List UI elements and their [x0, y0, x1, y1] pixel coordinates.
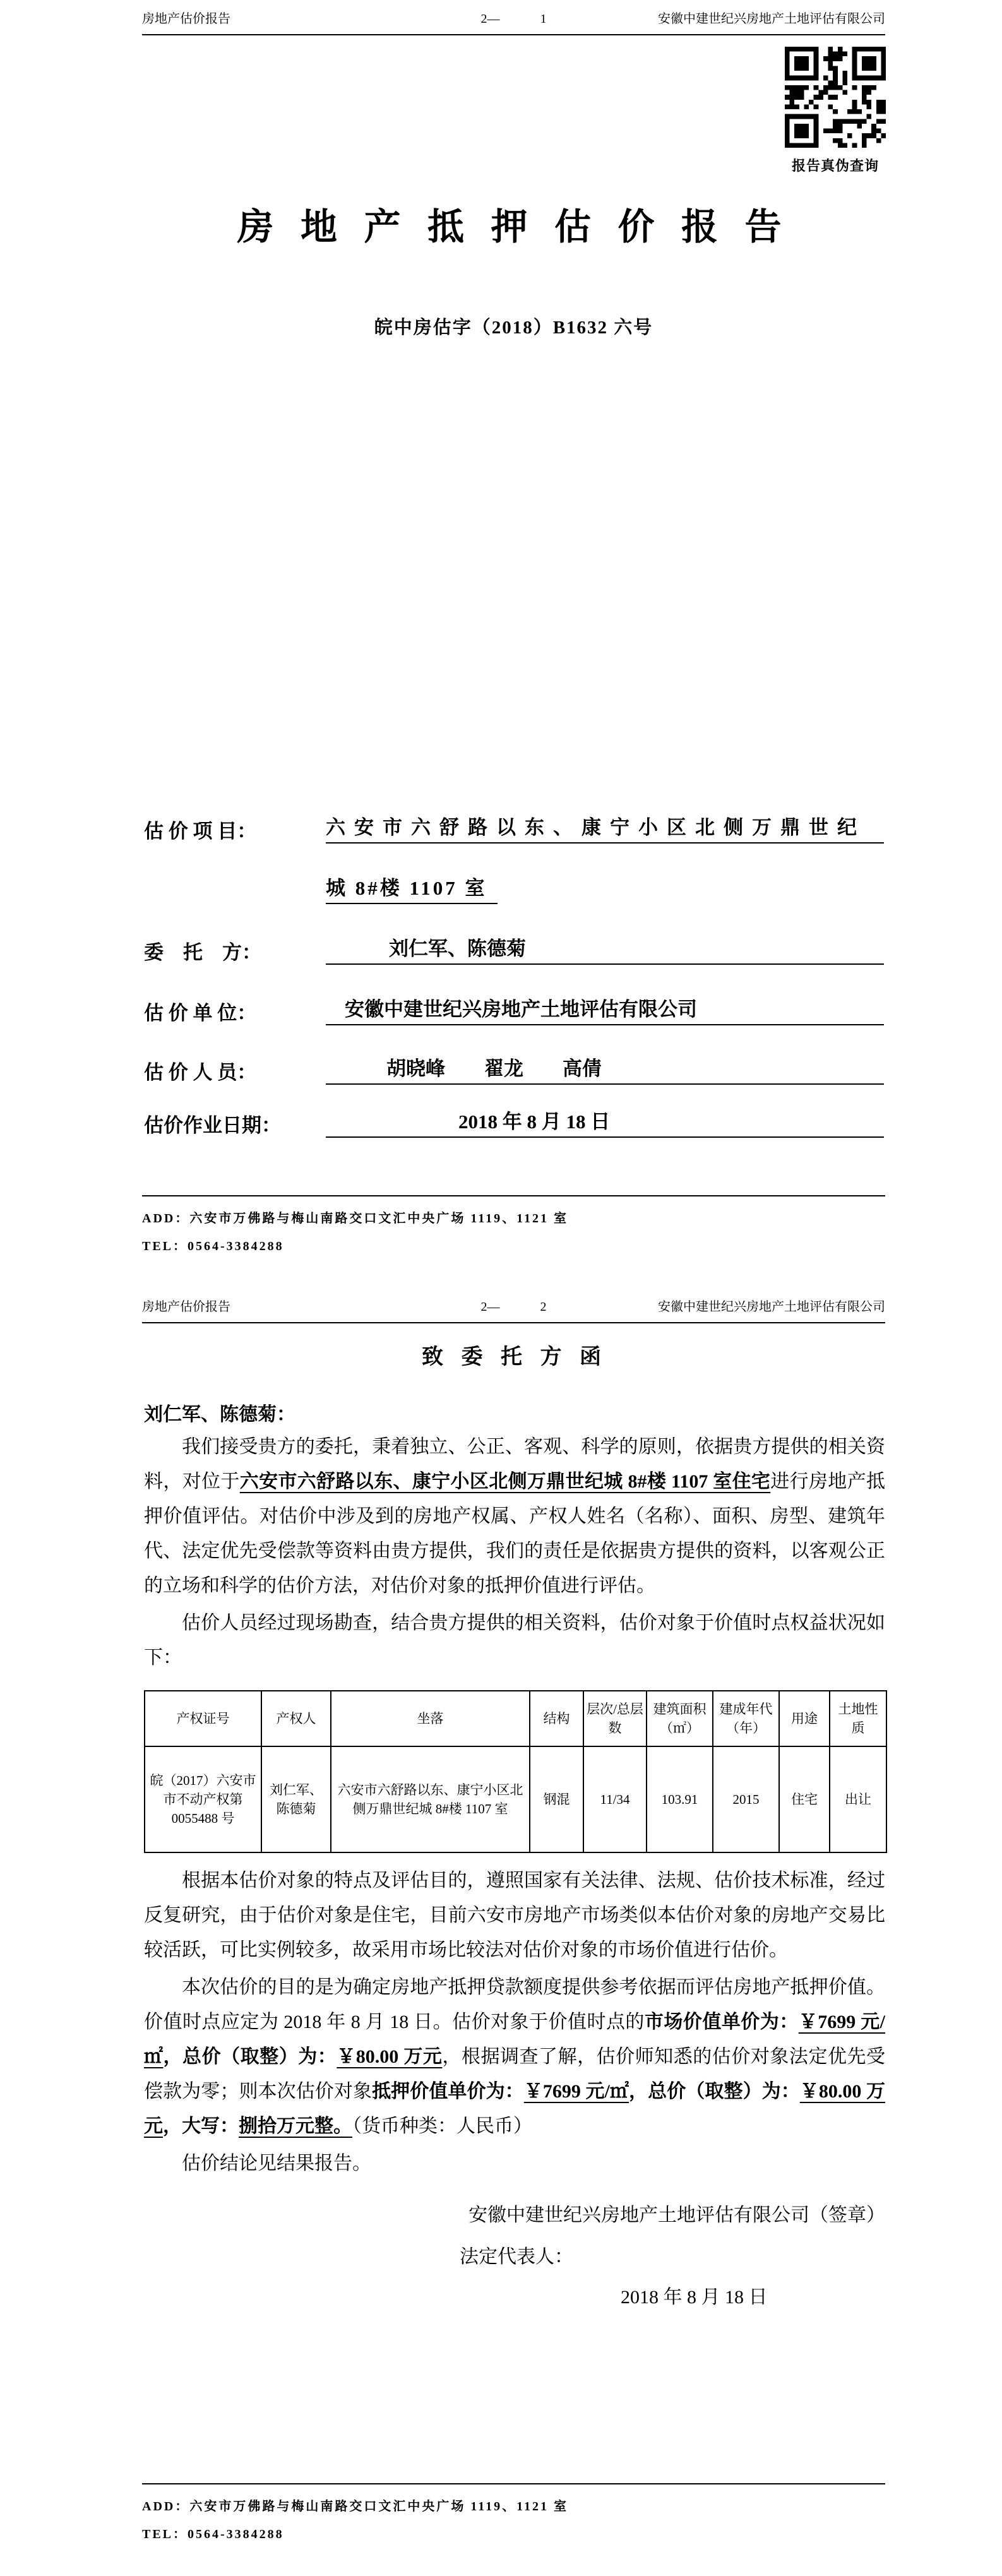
cell-location: 六安市六舒路以东、康宁小区北侧万鼎世纪城 8#楼 1107 室 [331, 1746, 530, 1852]
col-year-built: 建成年代（年） [713, 1691, 779, 1746]
para4-seg1: 本次估价的目的是为确定房地产抵押贷款额度提供参考依据而评估房地产抵押价值。价值时点应定为 2018 年 8 月 18 日。估价对象于价值时点的 [144, 1977, 885, 2032]
market-unit-price-label: 市场价值单价为： [644, 2012, 799, 2032]
table-header-row [145, 1691, 886, 1746]
market-unit-price: ￥7699 元/㎡ [144, 2012, 886, 2067]
qr-block [782, 47, 888, 175]
header-doc-type: 房地产估价报告 [142, 1300, 230, 1314]
letter-title: 致 委 托 方 函 [422, 1345, 607, 1369]
cell-usage: 住宅 [779, 1746, 830, 1852]
col-area: 建筑面积（㎡） [647, 1691, 713, 1746]
cell-structure: 钢混 [530, 1746, 583, 1852]
total-price-label-2: ，总价（取整）为： [629, 2081, 800, 2102]
para1-property-address: 六安市六舒路以东、康宁小区北侧万鼎世纪城 8#楼 1107 室住宅 [239, 1471, 771, 1492]
field-value-project-line1: 六安市六舒路以东、康宁小区北侧万鼎世纪 [326, 811, 884, 844]
page1-footer [142, 1205, 885, 1260]
field-value-agency: 安徽中建世纪兴房地产土地评估有限公司 [326, 993, 884, 1025]
field-label-appraisers: 估 价 人 员： [144, 1061, 257, 1083]
currency-note: （货币种类：人民币） [352, 2116, 532, 2137]
field-label-client: 委 托 方： [144, 941, 261, 963]
col-structure: 结构 [530, 1691, 583, 1746]
mortgage-unit-price-label: 抵押价值单价为： [372, 2081, 524, 2102]
field-label-project: 估 价 项 目： [144, 820, 257, 842]
paragraph-method: 根据本估价对象的特点及评估目的，遵照国家有关法律、法规、估价技术标准，经过反复研究，由于估价对象是住宅，目前六安市房地产市场类似本估价对象的房地产交易比较活跃，可比实例较多，故采用市场比较法对估价对象的市场价值进行估价。 [144, 1870, 885, 1960]
para1-seg1: 我们接受贵方的委托，秉着独立、公正、客观、科学的原则，依据贵方提供的相关资料，对位于 [144, 1436, 885, 1492]
field-value-project-line2: 城 8#楼 1107 室 [326, 872, 498, 904]
page-2 [0, 1288, 1002, 2576]
cell-land-nature: 出让 [830, 1746, 886, 1852]
total-price-label-1: ，总价（取整）为： [163, 2046, 337, 2067]
letter-salutation: 刘仁军、陈德菊： [144, 1404, 295, 1425]
market-total-price: ￥80.00 万元 [337, 2046, 443, 2067]
paragraph-inspection: 估价人员经过现场勘查，结合贵方提供的相关资料，估价对象于价值时点权益状况如下： [144, 1613, 885, 1668]
page-number: 1 [540, 12, 547, 26]
field-project-row2 [144, 871, 884, 904]
amount-in-words-label: ，大写： [163, 2116, 239, 2137]
page-number: 2 [540, 1300, 547, 1314]
field-value-client: 刘仁军、陈德菊 [326, 933, 884, 965]
cell-area: 103.91 [647, 1746, 713, 1852]
header-divider [142, 34, 885, 35]
col-cert-no: 产权证号 [145, 1691, 261, 1746]
field-workdate-row [144, 1105, 884, 1138]
footer-divider [142, 2483, 885, 2484]
paragraph-commission [144, 1429, 885, 1603]
cover-fields [144, 811, 884, 1166]
header-doc-type: 房地产估价报告 [142, 12, 230, 26]
field-appraisers-row [144, 1052, 884, 1085]
page1-header [142, 10, 885, 28]
footer-tel: TEL：0564-3384288 [142, 1239, 284, 1253]
field-label-workdate: 估价作业日期： [144, 1114, 281, 1136]
footer-tel: TEL：0564-3384288 [142, 2527, 284, 2541]
mortgage-total-price: ￥80.00 万元 [144, 2081, 886, 2137]
letter-content [144, 1342, 885, 2313]
page2-footer [142, 2493, 885, 2548]
header-divider [142, 1322, 885, 1323]
field-client-row [144, 932, 884, 965]
header-page-code [481, 10, 547, 28]
col-location: 坐落 [331, 1691, 530, 1746]
para4-seg6: ，根据调查了解，估价师知悉的估价对象法定优先受偿款为零；则本次估价对象 [144, 2046, 886, 2102]
cell-year-built: 2015 [713, 1746, 779, 1852]
report-title: 房 地 产 抵 押 估 价 报 告 [237, 206, 790, 247]
field-value-workdate: 2018 年 8 月 18 日 [326, 1106, 884, 1138]
page-total: 2— [480, 1300, 500, 1314]
footer-divider [142, 1195, 885, 1196]
field-agency-row [144, 993, 884, 1025]
header-page-code [481, 1298, 547, 1316]
report-number: 皖中房估字（2018）B1632 六号 [374, 318, 653, 338]
signature-legal-rep: 法定代表人： [460, 2246, 573, 2267]
signature-date: 2018 年 8 月 18 日 [621, 2287, 768, 2308]
col-land-nature: 土地性质 [830, 1691, 886, 1746]
page2-header [142, 1298, 885, 1316]
cell-owner: 刘仁军、陈德菊 [261, 1746, 331, 1852]
qr-caption: 报告真伪查询 [791, 158, 879, 174]
cell-cert-no: 皖（2017）六安市市不动产权第0055488 号 [145, 1746, 261, 1852]
paragraph-valuation [144, 1970, 885, 2144]
col-owner: 产权人 [261, 1691, 331, 1746]
col-usage: 用途 [779, 1691, 830, 1746]
header-company: 安徽中建世纪兴房地产土地评估有限公司 [658, 12, 885, 26]
para1-seg3: 进行房地产抵押价值评估。对估价中涉及到的房地产权属、产权人姓名（名称）、面积、房型、建筑年代、法定优先受偿款等资料由贵方提供，我们的责任是依据贵方提供的资料，以客观公正的立场和科学的估价方法，对估价对象的抵押价值进行评估。 [144, 1471, 885, 1596]
col-floor: 层次/总层数 [583, 1691, 647, 1746]
table-row [145, 1746, 886, 1852]
page-total: 2— [480, 12, 500, 26]
footer-address: ADD：六安市万佛路与梅山南路交口文汇中央广场 1119、1121 室 [142, 1212, 569, 1225]
field-project-row1 [144, 811, 884, 844]
field-label-agency: 估 价 单 位： [144, 1002, 257, 1024]
field-value-appraisers: 胡晓峰 翟龙 高倩 [326, 1052, 884, 1085]
cell-floor: 11/34 [583, 1746, 647, 1852]
qr-code-icon [785, 47, 886, 148]
signature-company: 安徽中建世纪兴房地产土地评估有限公司（签章） [468, 2205, 885, 2226]
header-company: 安徽中建世纪兴房地产土地评估有限公司 [658, 1300, 885, 1314]
paragraph-conclusion: 估价结论见结果报告。 [182, 2153, 371, 2174]
footer-address: ADD：六安市万佛路与梅山南路交口文汇中央广场 1119、1121 室 [142, 2500, 569, 2513]
mortgage-unit-price: ￥7699 元/㎡ [523, 2081, 629, 2102]
property-rights-table [144, 1690, 887, 1853]
amount-in-words: 捌拾万元整。 [239, 2116, 352, 2137]
